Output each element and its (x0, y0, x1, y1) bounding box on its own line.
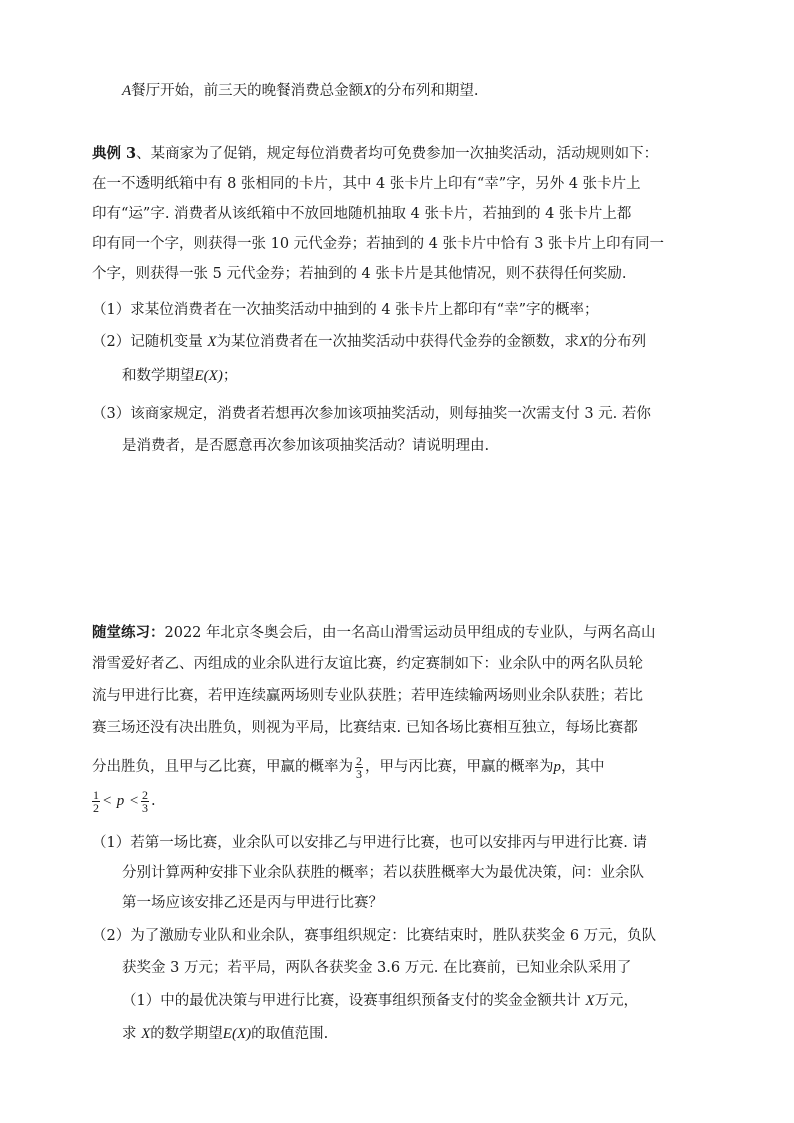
example3-line-5: 个字，则获得一张 5 元代金券；若抽到的 4 张卡片是其他情况，则不获得任何奖励. (92, 266, 627, 282)
text: （2）记随机变量 (92, 334, 208, 350)
text: ； (222, 368, 238, 384)
practice-question-1-line-1: （1）若第一场比赛，业余队可以安排乙与甲进行比赛，也可以安排丙与甲进行比赛. 请 (92, 835, 647, 851)
expectation-EX: E(X) (222, 1026, 252, 1042)
var-X: X (207, 334, 217, 350)
text: 和数学期望 (122, 368, 195, 384)
text: 分出胜负，且甲与乙比赛，甲赢的概率为 (92, 759, 353, 775)
text: 的取值范围. (251, 1026, 329, 1042)
practice-label: 随堂练习： (92, 624, 165, 641)
text: 2 (93, 800, 99, 815)
practice-line-1 (92, 623, 656, 643)
practice-line-5 (92, 752, 605, 782)
var-A: A (122, 83, 132, 99)
text: 2 (356, 753, 362, 768)
text: . (150, 793, 156, 809)
var-X: X (141, 1026, 151, 1042)
fraction-one-half (92, 789, 100, 814)
text: （1）中的最优决策与甲进行比赛，设赛事组织预备支付的奖金金额共计 (122, 993, 586, 1009)
text: ，甲与丙比赛，甲赢的概率为 (365, 759, 554, 775)
practice-question-2-line-4 (122, 1024, 328, 1044)
example3-label: 典例 3 (92, 145, 137, 162)
text: 的数学期望 (150, 1026, 223, 1042)
practice-question-1-line-3: 第一场应该安排乙还是丙与甲进行比赛？ (122, 895, 383, 911)
example3-question-1: （1）求某位消费者在一次抽奖活动中抽到的 4 张卡片上都印有“幸”字的概率； (92, 302, 599, 318)
text: 万元， (594, 993, 639, 1009)
var-p: p (116, 793, 125, 809)
example3-line-1 (92, 144, 658, 164)
var-X: X (363, 83, 373, 99)
practice-inequality (90, 786, 156, 816)
fraction-two-thirds (355, 755, 363, 780)
example3-line-4: 印有同一个字，则获得一张 10 元代金券；若抽到的 4 张卡片中恰有 3 张卡片上印有同一 (92, 236, 665, 252)
practice-question-2-line-3 (122, 991, 638, 1011)
text: 为某位消费者在一次抽奖活动中获得代金券的金额数，求 (216, 334, 580, 350)
practice-line-4: 赛三场还没有决出胜负，则视为平局，比赛结束. 已知各场比赛相互独立，每场比赛都 (92, 720, 638, 736)
text: 餐厅开始，前三天的晚餐消费总金额 (131, 83, 364, 99)
text: < (128, 793, 139, 809)
text: 求 (122, 1026, 142, 1042)
example3-question-3-cont: 是消费者，是否愿意再次参加该项抽奖活动？请说明理由. (122, 438, 490, 454)
expectation-EX: E(X) (194, 368, 223, 384)
text: 1 (93, 787, 99, 802)
continuation-line (122, 81, 478, 101)
practice-question-1-line-2: 分别计算两种安排下业余队获胜的概率；若以获胜概率大为最优决策，问：业余队 (122, 865, 644, 881)
practice-line-3: 流与甲进行比赛，若甲连续赢两场则专业队获胜；若甲连续输两场则业余队获胜；若比 (92, 688, 643, 704)
example3-question-2-cont (122, 366, 237, 386)
var-X: X (585, 993, 595, 1009)
text: 3 (356, 766, 362, 781)
text: < (102, 793, 113, 809)
practice-question-2-line-2: 获奖金 3 万元；若平局，两队各获奖金 3.6 万元. 在比赛前，已知业余队采用了 (122, 960, 632, 976)
text: 3 (141, 800, 148, 815)
practice-line-2: 滑雪爱好者乙、丙组成的业余队进行友谊比赛，约定赛制如下：业余队中的两名队员轮 (92, 656, 643, 672)
var-p: p (553, 759, 561, 775)
fraction-two-thirds (141, 789, 149, 814)
text: ，其中 (561, 759, 605, 775)
text: 的分布列 (588, 334, 647, 350)
example3-line-2: 在一不透明纸箱中有 8 张相同的卡片，其中 4 张卡片上印有“幸”字，另外 4 张卡片上 (92, 176, 641, 192)
example3-question-2 (92, 332, 646, 352)
text: 的分布列和期望. (372, 83, 479, 99)
example3-question-3: （3）该商家规定，消费者若想再次参加该项抽奖活动，则每抽奖一次需支付 3 元. 若你 (92, 406, 651, 422)
text: 2 (141, 787, 148, 802)
text: 2022 年北京冬奥会后，由一名高山滑雪运动员甲组成的专业队，与两名高山 (164, 625, 656, 641)
text: 、某商家为了促销，规定每位消费者均可免费参加一次抽奖活动，活动规则如下： (136, 146, 659, 162)
var-X: X (579, 334, 589, 350)
example3-line-3: 印有“运”字. 消费者从该纸箱中不放回地随机抽取 4 张卡片，若抽到的 4 张卡片上都 (92, 206, 632, 222)
practice-question-2-line-1: （2）为了激励专业队和业余队，赛事组织规定：比赛结束时，胜队获奖金 6 万元，负队 (92, 928, 657, 944)
